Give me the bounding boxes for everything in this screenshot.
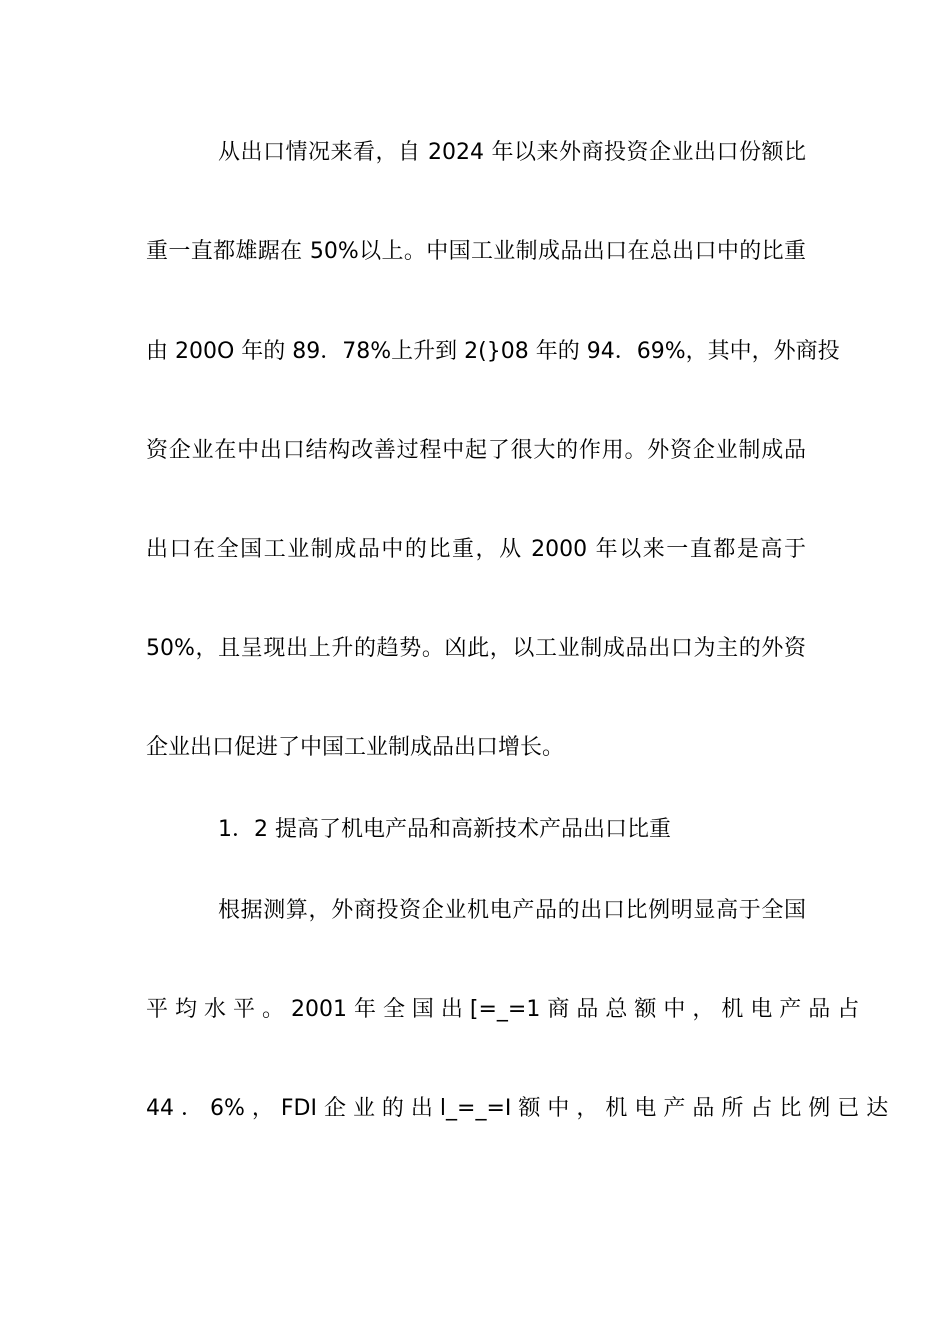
paragraph-1-line-2: 重一直都雄踞在 50%以上。中国工业制成品出口在总出口中的比重 [146, 239, 806, 264]
paragraph-1-line-3: 由 200O 年的 89．78%上升到 2(}08 年的 94．69%，其中，外商投 [146, 339, 840, 364]
paragraph-1-line-1: 从出口情况来看，自 2024 年以来外商投资企业出口份额比 [218, 140, 806, 165]
paragraph-2-line-2: 平 均 水 平 。 2001 年 全 国 出 [=_=1 商 品 总 额 中 ， 机 电 产 品 占 [146, 997, 860, 1022]
paragraph-1-line-5: 出口在全国工业制成品中的比重，从 2000 年以来一直都是高于 [146, 537, 806, 562]
paragraph-1-line-4: 资企业在中出口结构改善过程中起了很大的作用。外资企业制成品 [146, 438, 806, 463]
paragraph-1-line-6: 50%，且呈现出上升的趋势。凶此，以工业制成品出口为主的外资 [146, 636, 806, 661]
paragraph-2-line-3: 44 ． 6% ， FDI 企 业 的 出 l_=_=I 额 中 ， 机 电 产 品 所 占 比 例 已 达 [146, 1096, 889, 1121]
section-heading: 1．2 提高了机电产品和高新技术产品出口比重 [218, 817, 671, 842]
paragraph-1-line-7: 企业出口促进了中国工业制成品出口增长。 [146, 735, 565, 760]
paragraph-2-line-1: 根据测算，外商投资企业机电产品的出口比例明显高于全国 [218, 898, 806, 923]
